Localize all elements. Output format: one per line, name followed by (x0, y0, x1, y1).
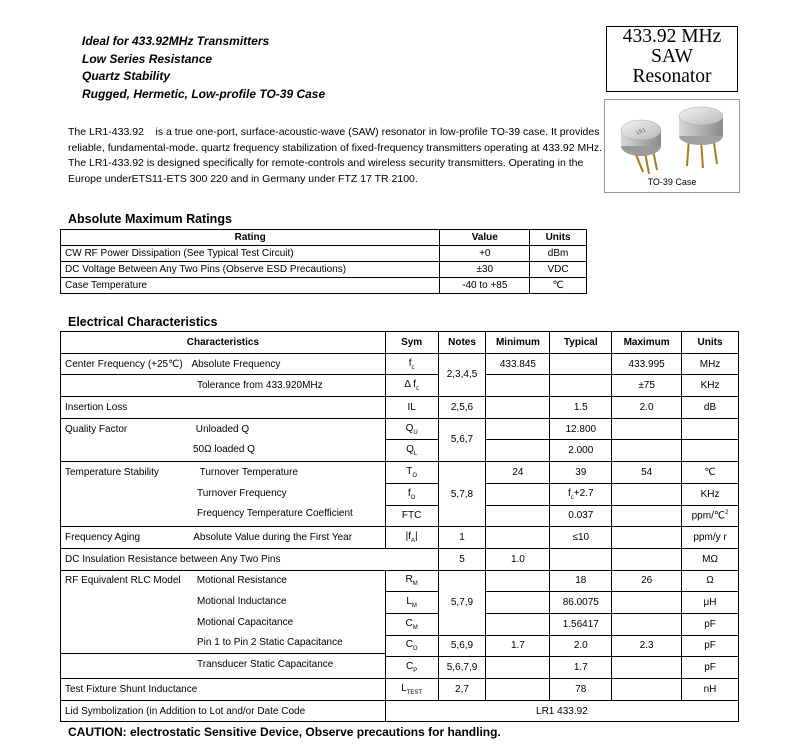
min-cell: 1.0 (486, 548, 550, 570)
min-cell (486, 440, 550, 462)
typ-cell: 86.0075 (550, 592, 612, 614)
table-row (61, 418, 739, 440)
sym-cell: IL (385, 397, 438, 419)
rating-cell: Case Temperature (61, 278, 440, 294)
product-image (604, 99, 740, 193)
min-cell (486, 375, 550, 397)
typ-cell: 1.5 (550, 397, 612, 419)
notes-cell: 5,6,9 (438, 635, 486, 657)
max-cell (612, 505, 682, 527)
sym-cell: $f_c$ (385, 353, 438, 375)
table-row (61, 246, 587, 262)
description (68, 125, 603, 187)
units-cell: MHz (682, 353, 739, 375)
typ-cell: 18 (550, 570, 612, 592)
typ-cell (550, 548, 612, 570)
min-cell (486, 592, 550, 614)
sym-cell: FTC (385, 505, 438, 527)
typ-cell: 2.000 (550, 440, 612, 462)
units-cell: pF (682, 657, 739, 679)
notes-cell: 2,3,4,5 (438, 353, 486, 396)
param-label: Transducer Static Capacitance (197, 659, 334, 671)
group-label: Frequency Aging (65, 532, 141, 544)
lid-value-cell: LR1 433.92 (385, 700, 738, 722)
feature-item: Rugged, Hermetic, Low-profile TO-39 Case (82, 86, 326, 101)
table-header-row (61, 332, 739, 354)
max-cell: ±75 (612, 375, 682, 397)
min-cell: 433.845 (486, 353, 550, 375)
sym-cell: $C_M$ (385, 613, 438, 635)
units-cell: μH (682, 592, 739, 614)
sym-cell: $f_O$ (385, 483, 438, 505)
max-cell: 433.995 (612, 353, 682, 375)
max-cell (612, 418, 682, 440)
title-line: 433.92 MHz (622, 26, 722, 47)
rating-cell: CW RF Power Dissipation (See Typical Test Circuit) (61, 246, 440, 262)
units-cell: nH (682, 679, 739, 701)
description-line: reliable, fundamental-mode. quartz frequency stabilization of fixed-frequency transmitters operating at 433.92 MHz. (68, 141, 603, 154)
characteristic-cell (61, 570, 386, 678)
typ-cell: 12.800 (550, 418, 612, 440)
table-row (61, 262, 587, 278)
table-header-row (61, 230, 587, 246)
min-cell: 1.7 (486, 635, 550, 657)
header-cell: Notes (438, 332, 486, 354)
rating-cell: DC Voltage Between Any Two Pins (Observe ESD Precautions) (61, 262, 440, 278)
param-label: Absolute Frequency (191, 358, 281, 370)
sym-cell: Δ $f_c$ (385, 375, 438, 397)
header-cell: Value (440, 230, 530, 246)
characteristic-cell: Lid Symbolization (in Addition to Lot and/or Date Code (61, 700, 386, 722)
sym-cell: $C_P$ (385, 657, 438, 679)
characteristic-cell (61, 462, 386, 527)
min-cell (486, 505, 550, 527)
units-cell: MΩ (682, 548, 739, 570)
header-cell: Rating (61, 230, 440, 246)
param-label: Motional Inductance (197, 596, 287, 608)
notes-cell: 5,7,8 (438, 462, 486, 527)
typ-cell: 78 (550, 679, 612, 701)
typ-cell: 0.037 (550, 505, 612, 527)
max-cell (612, 679, 682, 701)
max-cell: 2.3 (612, 635, 682, 657)
param-label: Pin 1 to Pin 2 Static Capacitance (197, 637, 343, 649)
min-cell (486, 418, 550, 440)
notes-cell: 1 (438, 527, 486, 549)
notes-cell: 2,7 (438, 679, 486, 701)
max-cell: 2.0 (612, 397, 682, 419)
min-cell (486, 613, 550, 635)
param-label: Tolerance from 433.920MHz (197, 380, 323, 392)
header-cell: Sym (385, 332, 438, 354)
units-cell: ℃ (530, 278, 587, 294)
sym-cell: $C_O$ (385, 635, 438, 657)
description-line: Europe underETS11-ETS 300 220 and in Germany under FTZ 17 TR 2100. (68, 172, 418, 185)
max-cell: 54 (612, 462, 682, 484)
notes-cell: 5,6,7 (438, 418, 486, 461)
units-cell: ℃ (682, 462, 739, 484)
product-title-box (606, 26, 738, 92)
absolute-maximum-ratings-table (60, 229, 587, 294)
min-cell (486, 679, 550, 701)
header-cell: Units (682, 332, 739, 354)
min-cell: 24 (486, 462, 550, 484)
typ-cell (550, 353, 612, 375)
header-cell: Units (530, 230, 587, 246)
max-cell (612, 527, 682, 549)
notes-cell: 5 (438, 548, 486, 570)
max-cell (612, 657, 682, 679)
max-cell: 26 (612, 570, 682, 592)
typ-cell (550, 375, 612, 397)
header-cell: Typical (550, 332, 612, 354)
feature-item: Ideal for 433.92MHz Transmitters (82, 34, 270, 48)
min-cell (486, 483, 550, 505)
units-cell (682, 440, 739, 462)
feature-list (82, 33, 325, 103)
units-cell: dB (682, 397, 739, 419)
table-row (61, 462, 739, 484)
param-label: Turnover Temperature (199, 466, 298, 478)
typ-cell: 39 (550, 462, 612, 484)
notes-cell: 5,7,9 (438, 570, 486, 635)
characteristic-cell (61, 418, 386, 461)
characteristic-cell (61, 527, 386, 549)
typ-cell: ≤10 (550, 527, 612, 549)
param-label: Turnover Frequency (197, 487, 287, 499)
units-cell: Ω (682, 570, 739, 592)
value-cell: ±30 (440, 262, 530, 278)
group-label: RF Equivalent RLC Model (65, 575, 181, 587)
group-label: Center Frequency (+25℃) (65, 358, 183, 370)
feature-item: Quartz Stability (82, 69, 171, 83)
param-label: Motional Resistance (196, 575, 287, 587)
ec-title: Electrical Characteristics (68, 315, 218, 329)
table-row (61, 397, 739, 419)
units-cell: dBm (530, 246, 587, 262)
header-cell: Characteristics (61, 332, 386, 354)
typ-cell: $f_c+2.7$ (550, 483, 612, 505)
min-cell (486, 397, 550, 419)
max-cell (612, 483, 682, 505)
units-cell: KHz (682, 375, 739, 397)
electrical-characteristics-table (60, 331, 739, 722)
characteristic-cell: Test Fixture Shunt Inductance (61, 679, 386, 701)
units-cell: ppm/y r (682, 527, 739, 549)
feature-item: Low Series Resistance (82, 51, 213, 66)
typ-cell: 2.0 (550, 635, 612, 657)
value-cell: -40 to +85 (440, 278, 530, 294)
max-cell (612, 548, 682, 570)
description-line: The LR1-433.92 is designed specifically for remote-controls and wireless security transmitters. Operating in the (68, 157, 584, 169)
units-cell: ppm/℃$^2$ (682, 505, 739, 527)
notes-cell: 5,6,7,9 (438, 657, 486, 679)
group-label: Quality Factor (65, 423, 128, 435)
max-cell (612, 592, 682, 614)
table-row (61, 353, 739, 375)
sym-cell: $T_O$ (385, 462, 438, 484)
title-line: SAW (651, 46, 693, 67)
group-label: Temperature Stability (65, 466, 159, 478)
sym-cell: $|f_A|$ (385, 527, 438, 549)
param-label: 50Ω loaded Q (193, 444, 255, 456)
svg-text:LR1: LR1 (635, 127, 647, 137)
sym-cell: $R_M$ (385, 570, 438, 592)
max-cell (612, 440, 682, 462)
table-row (61, 527, 739, 549)
units-cell: pF (682, 613, 739, 635)
table-row (61, 679, 739, 701)
param-label: Absolute Value during the First Year (193, 532, 353, 544)
notes-cell: 2,5,6 (438, 397, 486, 419)
sym-cell: $L_{TEST}$ (385, 679, 438, 701)
min-cell (486, 570, 550, 592)
sym-cell: $L_M$ (385, 592, 438, 614)
min-cell (486, 527, 550, 549)
typ-cell: 1.56417 (550, 613, 612, 635)
caution-note: CAUTION: electrostatic Sensitive Device, Observe precautions for handling. (68, 725, 501, 739)
param-label: Motional Capacitance (197, 616, 294, 628)
amr-title: Absolute Maximum Ratings (68, 212, 232, 226)
typ-cell: 1.7 (550, 657, 612, 679)
table-row (61, 548, 739, 570)
units-cell: pF (682, 635, 739, 657)
table-row (61, 570, 739, 592)
param-label: Frequency Temperature Coefficient (197, 508, 353, 520)
units-cell: VDC (530, 262, 587, 278)
min-cell (486, 657, 550, 679)
header-cell: Minimum (486, 332, 550, 354)
characteristic-cell: Insertion Loss (61, 397, 386, 419)
units-cell: KHz (682, 483, 739, 505)
max-cell (612, 613, 682, 635)
characteristic-cell (61, 353, 386, 396)
description-line: The LR1-433.92 is a true one-port, surface-acoustic-wave (SAW) resonator in low-profile TO-39 case. It provides (68, 126, 600, 138)
characteristic-cell: DC Insulation Resistance between Any Two Pins (61, 548, 439, 570)
value-cell: +0 (440, 246, 530, 262)
param-label: Unloaded Q (195, 423, 250, 435)
units-cell (682, 418, 739, 440)
sym-cell: $Q_U$ (385, 418, 438, 440)
table-row (61, 700, 739, 722)
header-cell: Maximum (612, 332, 682, 354)
title-line: Resonator (632, 66, 712, 87)
table-row (61, 278, 587, 294)
image-caption: TO-39 Case (647, 177, 697, 187)
sym-cell: $Q_L$ (385, 440, 438, 462)
